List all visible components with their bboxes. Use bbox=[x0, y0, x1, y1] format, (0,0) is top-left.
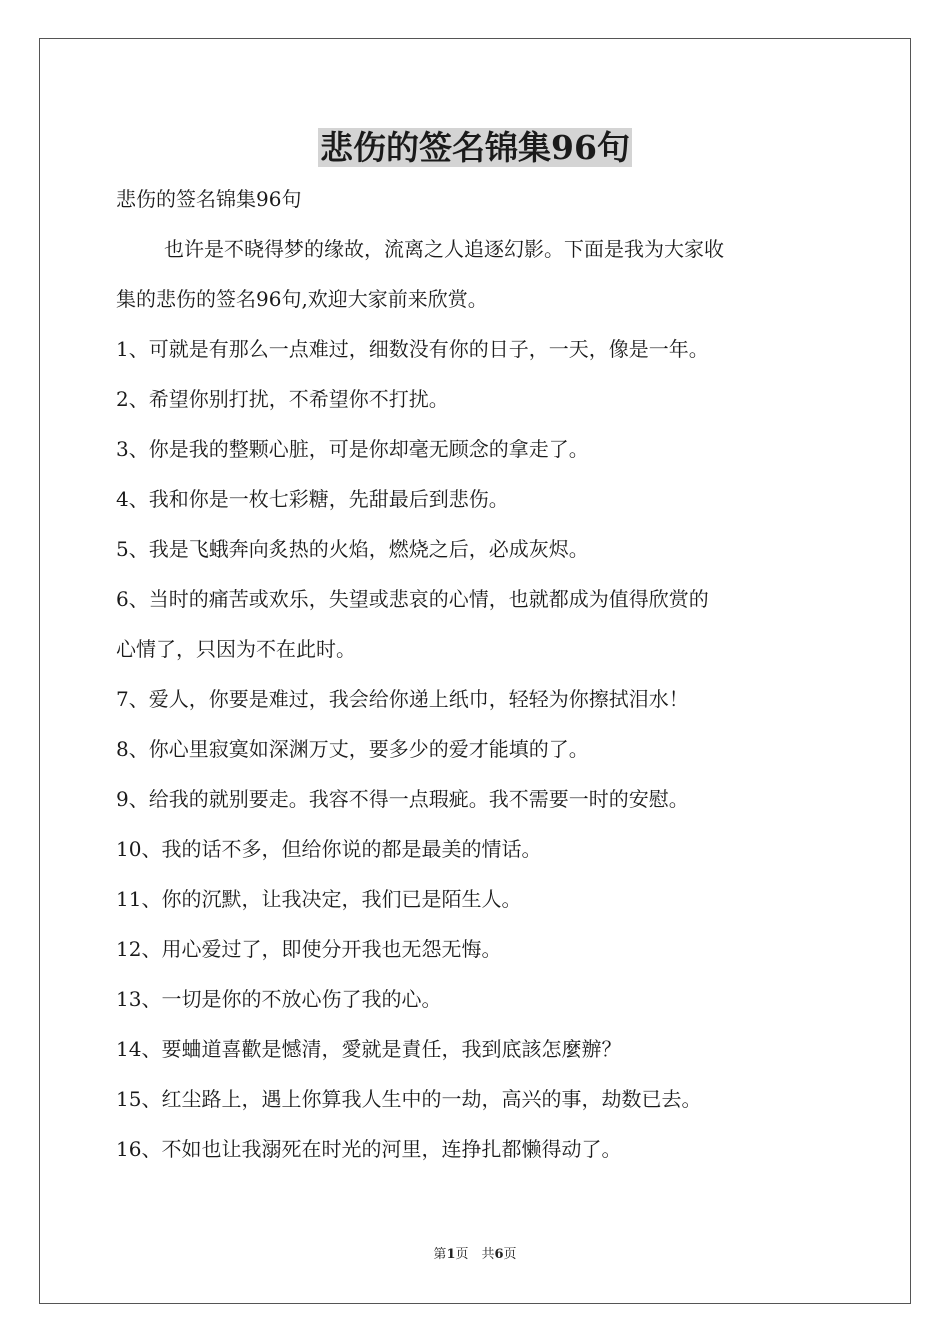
list-item: 2、希望你别打扰，不希望你不打扰。 bbox=[116, 387, 449, 411]
list-item: 15、红尘路上，遇上你算我人生中的一劫，高兴的事，劫数已去。 bbox=[116, 1087, 702, 1111]
intro-line: 也许是不晓得梦的缘故，流离之人追逐幻影。下面是我为大家收 bbox=[164, 237, 724, 261]
footer-page-suffix: 页 bbox=[503, 1247, 517, 1262]
footer-page-mid: 页 共 bbox=[455, 1247, 495, 1262]
list-item: 4、我和你是一枚七彩糖，先甜最后到悲伤。 bbox=[116, 487, 509, 511]
list-item: 3、你是我的整颗心脏，可是你却毫无顾念的拿走了。 bbox=[116, 437, 589, 461]
list-item: 16、不如也让我溺死在时光的河里，连挣扎都懒得动了。 bbox=[116, 1137, 622, 1161]
list-item: 6、当时的痛苦或欢乐，失望或悲哀的心情，也就都成为值得欣赏的 bbox=[116, 587, 709, 611]
footer-page-current: 1 bbox=[446, 1247, 456, 1262]
list-item: 13、一切是你的不放心伤了我的心。 bbox=[116, 987, 442, 1011]
document-subtitle: 悲伤的签名锦集96句 bbox=[116, 187, 302, 211]
list-item: 8、你心里寂寞如深渊万丈，要多少的爱才能填的了。 bbox=[116, 737, 589, 761]
list-item: 5、我是飞蛾奔向炙热的火焰，燃烧之后，必成灰烬。 bbox=[116, 537, 589, 561]
list-item: 14、要蛐道喜歡是憾清，愛就是責任，我到底該怎麼辦？ bbox=[116, 1037, 622, 1061]
list-item: 12、用心爱过了，即使分开我也无怨无悔。 bbox=[116, 937, 502, 961]
document-title-text: 悲伤的签名锦集96句 bbox=[320, 128, 630, 167]
page-border bbox=[39, 38, 911, 1304]
list-item: 11、你的沉默，让我决定，我们已是陌生人。 bbox=[116, 887, 522, 911]
intro-line: 集的悲伤的签名96句,欢迎大家前来欣赏。 bbox=[116, 287, 488, 311]
footer-page-total: 6 bbox=[494, 1247, 504, 1262]
list-item: 7、爱人，你要是难过，我会给你递上纸巾，轻轻为你擦拭泪水！ bbox=[116, 687, 689, 711]
list-item: 10、我的话不多，但给你说的都是最美的情话。 bbox=[116, 837, 542, 861]
list-item: 9、给我的就别要走。我容不得一点瑕疵。我不需要一时的安慰。 bbox=[116, 787, 689, 811]
list-item: 心情了，只因为不在此时。 bbox=[116, 637, 356, 661]
list-item: 1、可就是有那么一点难过，细数没有你的日子，一天，像是一年。 bbox=[116, 337, 709, 361]
page-footer bbox=[0, 1247, 950, 1263]
document-title bbox=[0, 128, 950, 168]
footer-page-prefix: 第 bbox=[433, 1247, 447, 1262]
